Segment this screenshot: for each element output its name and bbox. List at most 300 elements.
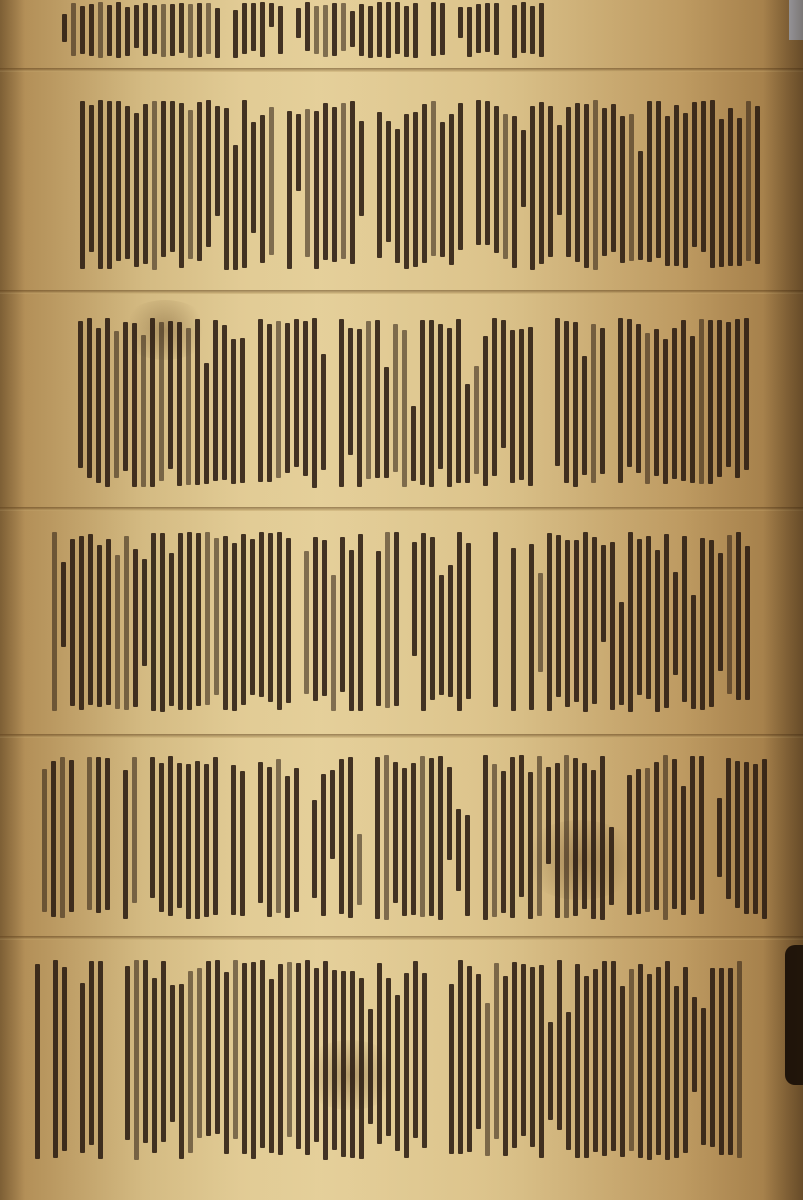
script-line xyxy=(718,553,723,671)
script-line xyxy=(312,318,317,488)
script-line xyxy=(170,101,175,252)
script-line xyxy=(557,125,562,214)
script-line xyxy=(384,367,389,478)
script-line xyxy=(276,759,281,913)
script-line xyxy=(411,763,416,915)
script-line xyxy=(665,961,670,1160)
script-line xyxy=(476,974,481,1129)
script-line xyxy=(294,768,299,912)
script-line xyxy=(161,101,166,257)
script-line xyxy=(530,106,535,270)
script-line xyxy=(395,129,400,263)
script-line xyxy=(80,101,85,270)
script-line xyxy=(503,114,508,259)
script-line xyxy=(483,336,488,486)
script-line xyxy=(746,101,751,261)
script-line xyxy=(296,114,301,192)
script-line xyxy=(458,103,463,250)
script-line xyxy=(97,545,102,707)
script-line xyxy=(178,533,183,710)
script-line xyxy=(250,539,255,695)
script-line xyxy=(42,769,47,912)
script-line xyxy=(115,555,120,709)
script-line xyxy=(492,764,497,917)
script-line xyxy=(188,971,193,1153)
script-line xyxy=(726,758,731,900)
script-line xyxy=(377,2,382,57)
script-line xyxy=(735,319,740,479)
script-line xyxy=(386,2,391,57)
script-line xyxy=(348,757,353,919)
script-line xyxy=(584,104,589,268)
script-line xyxy=(458,960,463,1154)
script-line xyxy=(195,319,200,485)
script-line xyxy=(78,321,83,469)
script-line xyxy=(537,756,542,916)
script-line xyxy=(357,834,362,905)
script-line xyxy=(699,756,704,914)
script-line xyxy=(404,6,409,57)
script-line xyxy=(701,101,706,252)
script-line xyxy=(512,962,517,1148)
script-line xyxy=(438,324,443,469)
script-line xyxy=(215,8,220,58)
script-line xyxy=(710,100,715,268)
script-line xyxy=(332,3,337,56)
script-line xyxy=(349,550,354,711)
script-line xyxy=(233,145,238,270)
script-line xyxy=(105,758,110,910)
script-line xyxy=(116,2,121,58)
script-line xyxy=(474,366,479,473)
script-line xyxy=(197,3,202,57)
script-line xyxy=(231,339,236,484)
script-line xyxy=(429,320,434,487)
script-line xyxy=(494,3,499,55)
script-line xyxy=(376,551,381,706)
script-line xyxy=(204,363,209,484)
script-line xyxy=(51,761,56,916)
script-line xyxy=(278,6,283,55)
script-line xyxy=(323,5,328,56)
script-line xyxy=(456,319,461,483)
script-line xyxy=(89,961,94,1145)
script-line xyxy=(646,536,651,699)
script-line xyxy=(123,770,128,919)
script-line xyxy=(222,325,227,480)
script-line xyxy=(35,964,40,1159)
script-line xyxy=(287,962,292,1138)
script-line xyxy=(98,100,103,269)
script-line xyxy=(521,2,526,53)
script-line xyxy=(539,965,544,1159)
script-line xyxy=(620,116,625,263)
script-line xyxy=(627,319,632,466)
script-line xyxy=(672,328,677,479)
script-line xyxy=(197,102,202,261)
script-line xyxy=(555,763,560,919)
script-line xyxy=(142,559,147,666)
script-line xyxy=(467,966,472,1153)
script-line xyxy=(664,534,669,708)
script-line xyxy=(205,532,210,705)
script-line xyxy=(179,3,184,53)
script-line xyxy=(296,963,301,1149)
script-line xyxy=(87,318,92,478)
script-line xyxy=(601,545,606,642)
script-line xyxy=(278,964,283,1155)
script-line xyxy=(556,535,561,697)
script-line xyxy=(304,551,309,694)
script-line xyxy=(565,540,570,707)
script-line xyxy=(179,984,184,1159)
script-line xyxy=(125,106,130,259)
script-line xyxy=(223,536,228,709)
script-line xyxy=(143,960,148,1143)
script-line xyxy=(539,3,544,57)
script-line xyxy=(629,969,634,1151)
script-line xyxy=(224,972,229,1153)
script-line xyxy=(98,961,103,1159)
script-line xyxy=(737,118,742,266)
script-line xyxy=(494,106,499,254)
script-line xyxy=(285,323,290,473)
script-line xyxy=(358,534,363,712)
script-line xyxy=(169,553,174,706)
script-line xyxy=(564,321,569,483)
script-line xyxy=(485,3,490,51)
script-line xyxy=(88,534,93,705)
script-line xyxy=(413,3,418,58)
script-line xyxy=(656,967,661,1155)
script-line xyxy=(213,757,218,915)
script-line xyxy=(89,105,94,252)
script-line xyxy=(485,101,490,246)
script-line xyxy=(710,968,715,1147)
script-line xyxy=(368,6,373,58)
script-line xyxy=(575,964,580,1158)
script-line xyxy=(431,101,436,255)
script-line xyxy=(645,768,650,911)
script-line xyxy=(422,973,427,1148)
script-line xyxy=(341,3,346,51)
script-line xyxy=(215,960,220,1134)
script-line xyxy=(728,968,733,1155)
script-line xyxy=(600,328,605,475)
script-line xyxy=(483,755,488,920)
script-line xyxy=(233,10,238,58)
script-line xyxy=(277,532,282,710)
script-line xyxy=(215,106,220,216)
script-line xyxy=(321,774,326,916)
script-line xyxy=(258,762,263,903)
script-line xyxy=(584,976,589,1158)
script-line xyxy=(350,971,355,1158)
script-line xyxy=(322,540,327,696)
script-line xyxy=(258,319,263,483)
script-line xyxy=(385,532,390,708)
script-line xyxy=(395,995,400,1152)
script-line xyxy=(206,3,211,54)
script-line xyxy=(251,3,256,51)
script-line xyxy=(267,324,272,482)
script-line xyxy=(583,532,588,712)
script-line xyxy=(161,961,166,1142)
script-line xyxy=(134,5,139,48)
script-line xyxy=(314,111,319,269)
script-line xyxy=(197,968,202,1138)
script-line xyxy=(645,333,650,484)
script-line xyxy=(53,960,58,1158)
script-line xyxy=(690,756,695,899)
script-line xyxy=(71,3,76,56)
script-line xyxy=(339,319,344,487)
script-line xyxy=(386,121,391,242)
script-line xyxy=(152,5,157,54)
script-line xyxy=(665,116,670,265)
script-line xyxy=(404,114,409,268)
script-line xyxy=(521,130,526,207)
script-line xyxy=(620,986,625,1156)
script-line xyxy=(132,757,137,904)
script-line xyxy=(546,767,551,863)
script-line xyxy=(187,532,192,710)
script-line xyxy=(143,3,148,56)
script-line xyxy=(611,104,616,252)
script-line xyxy=(600,756,605,920)
script-line xyxy=(593,100,598,270)
script-line xyxy=(674,105,679,266)
script-line xyxy=(519,755,524,897)
script-line xyxy=(709,540,714,707)
script-line xyxy=(314,968,319,1142)
script-line xyxy=(52,532,57,711)
script-line xyxy=(413,961,418,1138)
script-line xyxy=(440,3,445,55)
script-line xyxy=(745,546,750,700)
script-line xyxy=(159,763,164,912)
script-line xyxy=(377,963,382,1144)
script-line xyxy=(107,5,112,56)
script-line xyxy=(726,322,731,467)
script-line xyxy=(188,110,193,258)
script-line xyxy=(448,565,453,697)
script-line xyxy=(303,321,308,477)
script-line xyxy=(89,4,94,56)
script-line xyxy=(350,101,355,264)
script-line xyxy=(70,539,75,706)
script-line xyxy=(314,6,319,55)
script-line xyxy=(538,573,543,672)
script-line xyxy=(753,764,758,914)
script-line xyxy=(106,539,111,705)
script-line xyxy=(69,760,74,911)
script-line xyxy=(719,968,724,1155)
script-line xyxy=(312,800,317,899)
script-line xyxy=(213,320,218,480)
script-line xyxy=(636,769,641,914)
script-line xyxy=(466,543,471,699)
script-line xyxy=(231,765,236,914)
script-line xyxy=(321,354,326,470)
script-line xyxy=(395,2,400,53)
script-line xyxy=(672,759,677,909)
script-line xyxy=(206,100,211,247)
script-line xyxy=(267,767,272,917)
script-line xyxy=(251,122,256,233)
script-line xyxy=(224,108,229,270)
script-line xyxy=(240,338,245,483)
script-line xyxy=(519,329,524,480)
script-line xyxy=(602,961,607,1156)
script-line xyxy=(150,318,155,486)
script-line xyxy=(268,533,273,702)
script-line xyxy=(501,320,506,448)
script-line xyxy=(637,539,642,695)
script-line xyxy=(699,319,704,484)
script-line xyxy=(557,960,562,1130)
script-line xyxy=(476,100,481,245)
script-line xyxy=(123,322,128,471)
script-line xyxy=(287,111,292,269)
script-line xyxy=(573,322,578,487)
script-line xyxy=(240,771,245,916)
script-line xyxy=(386,978,391,1136)
script-line xyxy=(269,107,274,255)
script-line xyxy=(296,8,301,38)
script-line xyxy=(683,967,688,1153)
script-line xyxy=(692,997,697,1092)
script-line xyxy=(134,960,139,1160)
script-line xyxy=(214,538,219,694)
script-line xyxy=(402,330,407,487)
script-line xyxy=(276,321,281,478)
script-line xyxy=(420,756,425,917)
script-line xyxy=(593,969,598,1152)
script-line xyxy=(691,595,696,709)
script-line xyxy=(727,535,732,694)
script-line xyxy=(188,4,193,58)
script-line xyxy=(609,827,614,906)
script-line xyxy=(683,113,688,268)
script-line xyxy=(573,758,578,916)
script-line xyxy=(575,103,580,262)
script-line xyxy=(377,112,382,257)
script-line xyxy=(708,320,713,484)
script-line xyxy=(170,985,175,1123)
script-line xyxy=(655,550,660,712)
script-line xyxy=(510,757,515,918)
script-line xyxy=(611,961,616,1150)
script-line xyxy=(62,967,67,1151)
script-line xyxy=(242,963,247,1154)
script-line xyxy=(529,544,534,711)
script-line xyxy=(528,772,533,919)
script-line xyxy=(728,108,733,266)
script-line xyxy=(339,759,344,914)
script-line xyxy=(61,562,66,648)
script-line xyxy=(512,116,517,268)
script-line xyxy=(204,764,209,917)
script-line xyxy=(548,106,553,257)
script-line xyxy=(116,101,121,260)
script-line xyxy=(79,536,84,710)
script-line xyxy=(412,542,417,656)
script-line xyxy=(359,4,364,56)
script-line xyxy=(493,532,498,707)
script-line xyxy=(636,324,641,472)
script-line xyxy=(305,109,310,256)
script-line xyxy=(152,101,157,269)
script-line xyxy=(438,756,443,919)
script-line xyxy=(159,322,164,481)
script-line xyxy=(402,768,407,916)
script-line xyxy=(242,100,247,268)
script-line xyxy=(125,7,130,56)
script-line xyxy=(458,7,463,38)
script-line xyxy=(394,532,399,706)
edge-shadow-right xyxy=(763,0,803,1200)
script-line xyxy=(323,103,328,259)
script-line xyxy=(494,963,499,1139)
script-line xyxy=(350,11,355,47)
script-line xyxy=(530,967,535,1147)
script-line xyxy=(512,5,517,57)
script-line xyxy=(663,339,668,484)
script-line xyxy=(429,758,434,916)
script-line xyxy=(511,548,516,711)
script-line xyxy=(700,538,705,710)
script-line xyxy=(251,962,256,1159)
script-line xyxy=(692,102,697,247)
script-line xyxy=(618,318,623,483)
script-line xyxy=(654,329,659,476)
script-line xyxy=(591,324,596,482)
script-line xyxy=(717,798,722,876)
script-line xyxy=(62,14,67,42)
script-line xyxy=(393,762,398,903)
script-line xyxy=(690,336,695,483)
script-line xyxy=(260,115,265,263)
script-line xyxy=(375,757,380,919)
script-line xyxy=(107,101,112,269)
script-line xyxy=(133,549,138,707)
script-line xyxy=(439,575,444,695)
script-line xyxy=(530,6,535,54)
script-line xyxy=(323,961,328,1160)
script-line xyxy=(259,532,264,696)
script-line xyxy=(134,113,139,267)
script-line xyxy=(629,114,634,261)
script-line xyxy=(269,979,274,1153)
script-line xyxy=(124,536,129,710)
script-line xyxy=(80,983,85,1153)
script-line xyxy=(232,543,237,711)
script-line xyxy=(456,809,461,891)
script-line xyxy=(305,960,310,1154)
script-line xyxy=(465,384,470,483)
script-line xyxy=(332,970,337,1150)
script-line xyxy=(60,757,65,918)
script-line xyxy=(260,2,265,57)
script-line xyxy=(619,602,624,704)
script-line xyxy=(168,321,173,469)
script-line xyxy=(368,1009,373,1124)
script-line xyxy=(457,532,462,711)
script-line xyxy=(195,761,200,919)
script-line xyxy=(294,319,299,467)
script-line xyxy=(555,318,560,465)
